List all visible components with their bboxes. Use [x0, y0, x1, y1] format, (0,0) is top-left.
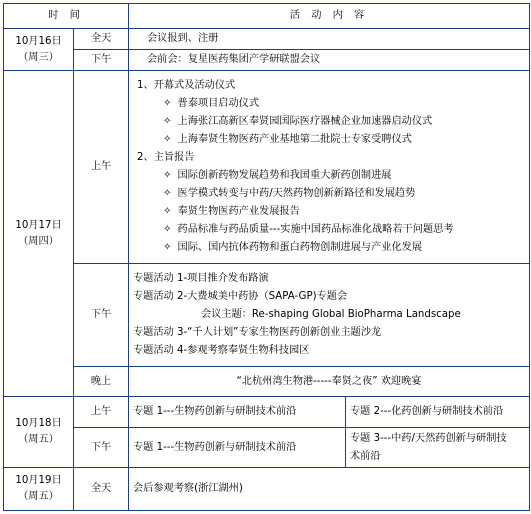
header-time: 时 间 [4, 4, 129, 29]
session-line: 专题活动 2-大费城美中药协（SAPA-GP)专题会 [133, 291, 348, 302]
session-line: 专题活动 3-“千人计划”专家生物医药创新创业主题沙龙 [133, 327, 382, 338]
day3-weekday: （周五） [18, 434, 59, 445]
day1-row-allday [4, 29, 530, 50]
keynote-item: ✧ 医学模式转变与中药/天然药物创新新路径和发展趋势 [133, 185, 525, 203]
day1-slot1-half: 全天 [74, 29, 129, 50]
day2-weekday: （周四） [18, 235, 59, 247]
session-line: 专题活动 1-项目推介发布路演 [133, 273, 269, 284]
day3-row-afternoon [4, 428, 530, 468]
day2-morning-content [129, 71, 530, 264]
opening-item: ✧ 上海奉贤生物医药产业基地第二批院士专家受聘仪式 [133, 131, 525, 149]
day3-afternoon-half: 下午 [74, 428, 129, 468]
day4-row [4, 468, 530, 511]
keynote-item: ✧ 奉贤生物医药产业发展报告 [133, 203, 525, 221]
keynote-item: ✧ 国际创新药物发展趋势和我国重大新药创制进展 [133, 167, 525, 185]
day1-weekday: （周三） [18, 51, 59, 63]
day2-row-afternoon [4, 264, 530, 367]
session-line: 专题活动 4-参观考察奉贤生物科技园区 [133, 345, 310, 356]
day2-evening-half: 晚上 [74, 367, 129, 397]
header-row [4, 4, 530, 29]
day1-date: 10月16日 [15, 35, 62, 47]
day2-morning-half: 上午 [74, 71, 129, 264]
day3-row-morning [4, 397, 530, 428]
header-content: 活 动 内 容 [129, 4, 530, 29]
day3-date-cell [4, 397, 74, 468]
day3-afternoon-right-line2: 术前沿 [350, 450, 381, 462]
day3-morning-right: 专题 2---化药创新与研制技术前沿 [346, 397, 530, 428]
day2-date: 10月17日 [15, 219, 62, 231]
keynote-item: ✧ 药品标准与药品质量---实施中国药品标准化战略若干问题思考 [133, 221, 525, 239]
day4-date-cell [4, 468, 74, 511]
day2-afternoon-content [129, 264, 530, 367]
opening-item: ✧ 上海张江高新区奉贤园国际医疗器械企业加速器启动仪式 [133, 113, 525, 131]
day1-date-cell [4, 29, 74, 71]
day3-afternoon-left: 专题 1---生物药创新与研制技术前沿 [129, 428, 346, 468]
schedule-table [3, 3, 530, 511]
session-theme: 会议主题：Re-shaping Global BioPharma Landscape [201, 309, 461, 320]
day4-half: 全天 [74, 468, 129, 511]
opening-item: ✧ 普泰项目启动仪式 [133, 95, 525, 113]
day1-row-afternoon [4, 50, 530, 71]
keynote-heading: 2、主旨报告 [137, 152, 195, 163]
day3-morning-left: 专题 1---生物药创新与研制技术前沿 [129, 397, 346, 428]
day1-slot2-half: 下午 [74, 50, 129, 71]
day3-morning-half: 上午 [74, 397, 129, 428]
day1-slot1-text: 会议报到、注册 [129, 29, 530, 50]
day4-date: 10月19日 [15, 475, 62, 486]
day3-date: 10月18日 [15, 418, 62, 429]
day1-slot2-text: 会前会：复星医药集团产学研联盟会议 [129, 50, 530, 71]
day2-evening-text: “北杭州湾生物港-----奉贤之夜” 欢迎晚宴 [129, 367, 530, 397]
day3-afternoon-right-line1: 专题 3---中药/天然药创新与研制技 [350, 432, 507, 444]
day2-row-evening [4, 367, 530, 397]
keynote-item: ✧ 国际、国内抗体药物和蛋白药物创制进展与产业化发展 [133, 239, 525, 257]
opening-heading: 1、开幕式及活动仪式 [137, 80, 236, 91]
day2-afternoon-half: 下午 [74, 264, 129, 367]
day2-row-morning [4, 71, 530, 264]
day3-afternoon-right [346, 428, 530, 468]
day2-date-cell [4, 71, 74, 397]
day4-text: 会后参观考察(浙江湖州) [129, 468, 530, 511]
day4-weekday: （周五） [18, 491, 59, 502]
